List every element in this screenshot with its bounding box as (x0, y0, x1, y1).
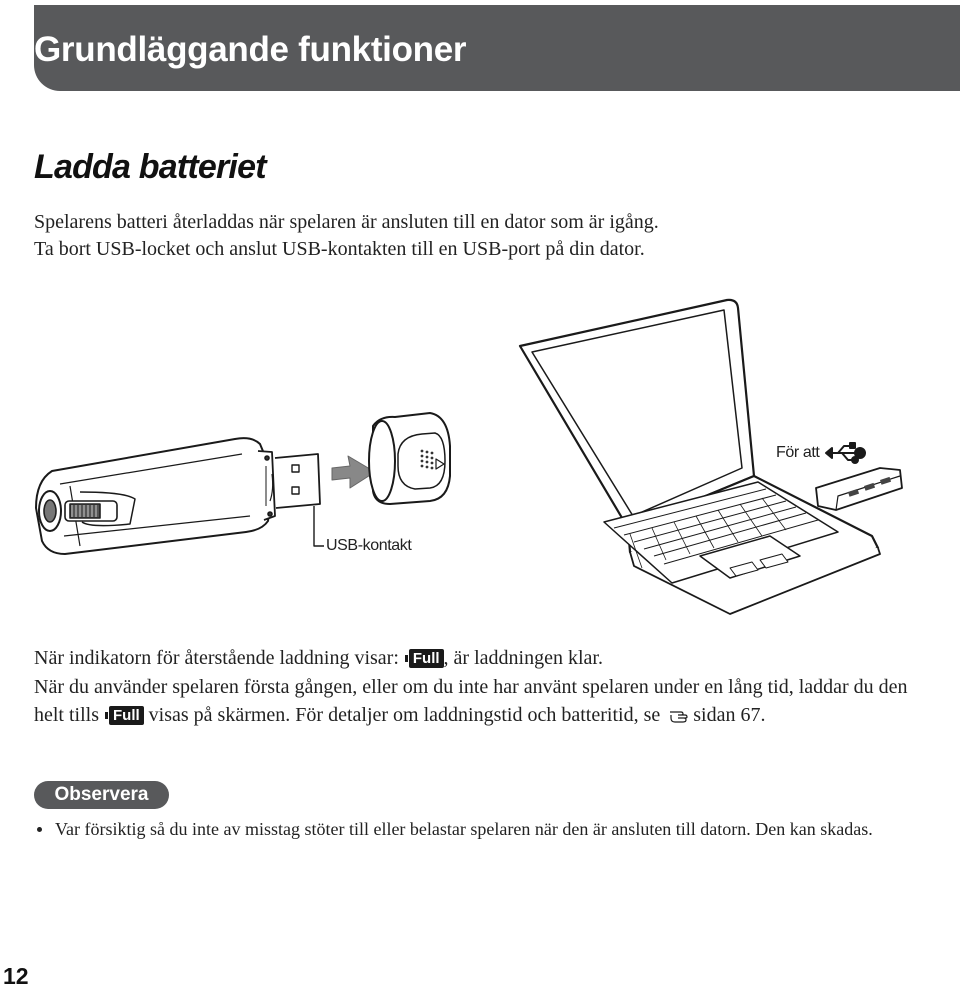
intro-line-1: Spelarens batteri återladdas när spelaren är ansluten till en dator som är igång. (34, 211, 659, 233)
charge-text-2: När du använder spelaren första gången, eller om du inte har använt spelaren under en lång tid, laddar du den helt tills (34, 675, 908, 726)
charge-paragraph (34, 644, 914, 730)
observera-label: Observera (34, 781, 169, 809)
charge-text-1: När indikatorn för återstående laddning visar: (34, 647, 404, 669)
section-title: Ladda batteriet (34, 148, 266, 186)
walkman-plugged-icon (816, 468, 902, 510)
pointing-hand-icon (669, 707, 689, 723)
walkman-player-icon (36, 438, 320, 554)
for-att-label: För att (776, 444, 820, 461)
intro-line-2: Ta bort USB-locket och anslut USB-kontakten till en USB-port på din dator. (34, 238, 645, 260)
charge-text-2-end: visas på skärmen. För detaljer om laddningstid och batteritid, se (143, 704, 666, 726)
charge-line-2 (34, 673, 914, 730)
note-item: Var försiktig så du inte av misstag stöter till eller belastar spelaren när den är ansluten till datorn. Den kan skadas. (34, 815, 914, 843)
charge-line-1 (34, 644, 914, 673)
usb-symbol-icon (826, 443, 865, 463)
laptop-icon (520, 300, 880, 614)
usb-cap-icon (369, 413, 450, 504)
page-number: 12 (3, 963, 29, 989)
intro-paragraph (34, 209, 934, 263)
page-header-title: Grundläggande funktioner (34, 30, 467, 69)
battery-full-icon: Full (109, 706, 144, 725)
note-list (34, 815, 914, 843)
charge-text-3: sidan 67. (693, 704, 766, 726)
charge-text-1-end: , är laddningen klar. (443, 647, 603, 669)
battery-full-icon: Full (409, 649, 444, 668)
usb-connector-callout-line (314, 506, 324, 546)
usb-connector-label: USB-kontakt (326, 537, 412, 554)
